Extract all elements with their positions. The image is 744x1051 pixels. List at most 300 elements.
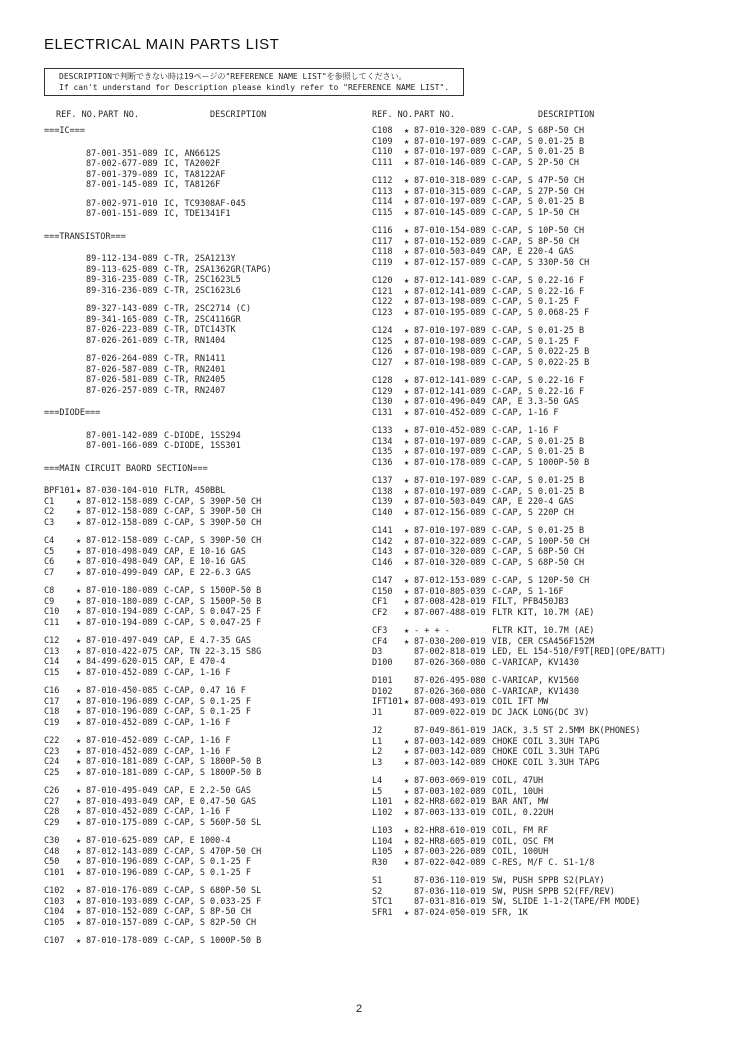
ref-no: C19 <box>44 717 60 728</box>
safety-star-icon: ★ <box>404 807 410 818</box>
description: C-TR, DTC143TK <box>164 325 236 335</box>
safety-star-icon: ★ <box>76 586 82 596</box>
part-number: 87-010-152-089 <box>414 236 486 247</box>
safety-star-icon: ★ <box>404 236 410 247</box>
ref-no: C48 <box>44 846 60 857</box>
ref-no: C125 <box>372 336 393 347</box>
part-number: 87-012-158-089 <box>86 536 158 546</box>
safety-star-icon: ★ <box>404 286 410 297</box>
safety-star-icon: ★ <box>76 817 82 828</box>
parts-row <box>44 836 344 846</box>
description: C-CAP, S 1800P-50 B <box>164 757 262 767</box>
part-number: 87-010-195-089 <box>414 307 486 318</box>
part-number: 87-026-223-089 <box>86 325 158 335</box>
description: C-CAP, S 0.22-16 F <box>492 386 585 397</box>
parts-row <box>44 657 344 667</box>
part-number: 87-010-805-039 <box>414 586 486 597</box>
safety-star-icon: ★ <box>404 636 410 647</box>
section-heading: ===DIODE=== <box>44 408 101 418</box>
description: C-CAP, S 470P-50 CH <box>164 846 262 857</box>
safety-star-icon: ★ <box>404 357 410 368</box>
ref-no: C123 <box>372 307 393 318</box>
part-number: 87-012-156-089 <box>414 507 486 518</box>
parts-row <box>44 886 344 896</box>
part-number: 87-003-102-089 <box>414 786 486 797</box>
ref-no: L5 <box>372 786 383 797</box>
parts-row <box>44 697 344 707</box>
safety-star-icon: ★ <box>76 867 82 878</box>
parts-row <box>372 308 712 318</box>
safety-star-icon: ★ <box>404 536 410 547</box>
parts-row <box>44 286 344 296</box>
part-number: 87-010-198-089 <box>414 357 486 368</box>
parts-row <box>372 376 712 386</box>
safety-star-icon: ★ <box>404 447 410 457</box>
parts-row <box>44 586 344 596</box>
parts-row <box>372 358 712 368</box>
safety-star-icon: ★ <box>404 136 410 147</box>
part-number: 87-010-498-049 <box>86 546 158 557</box>
description: C-CAP, S 0.22-16 F <box>492 376 585 386</box>
safety-star-icon: ★ <box>76 596 82 607</box>
description: CAP, E 220-4 GAS <box>492 247 574 257</box>
description: C-CAP, S 1800P-50 B <box>164 767 262 778</box>
part-number: 87-012-153-089 <box>414 576 486 586</box>
description: CHOKE COIL 3.3UH TAPG <box>492 736 600 747</box>
part-number: 87-010-198-089 <box>414 347 486 357</box>
ref-no: C117 <box>372 236 393 247</box>
parts-row <box>44 170 344 180</box>
description: COIL, OSC FM <box>492 836 554 847</box>
parts-row <box>372 876 712 886</box>
part-number: 87-012-143-089 <box>86 846 158 857</box>
part-number: 87-022-042-089 <box>414 857 486 868</box>
description: JACK, 3.5 ST 2.5MM BK(PHONES) <box>492 726 641 736</box>
parts-row <box>372 326 712 336</box>
parts-row <box>44 618 344 628</box>
description: C-CAP, S 560P-50 SL <box>164 817 262 828</box>
ref-no: C30 <box>44 836 60 846</box>
safety-star-icon: ★ <box>76 807 82 817</box>
description: C-RES, M/F C. S1-1/8 <box>492 857 595 868</box>
part-number: 89-341-165-089 <box>86 314 158 325</box>
part-number: 87-012-141-089 <box>414 376 486 386</box>
ref-no: D102 <box>372 686 393 697</box>
ref-no: L102 <box>372 807 393 818</box>
description: IC, TA8126F <box>164 180 221 190</box>
safety-star-icon: ★ <box>404 826 410 836</box>
parts-row <box>372 297 712 307</box>
part-number: 87-010-452-089 <box>414 426 486 436</box>
part-number: 87-010-495-049 <box>86 786 158 796</box>
ref-no: L105 <box>372 847 393 857</box>
safety-star-icon: ★ <box>404 336 410 347</box>
description: FLTR, 450BBL <box>164 486 226 496</box>
ref-no: C14 <box>44 657 60 667</box>
parts-row <box>44 547 344 557</box>
part-number: 87-003-069-019 <box>414 776 486 786</box>
safety-star-icon: ★ <box>404 526 410 536</box>
part-number: 87-003-142-089 <box>414 736 486 747</box>
part-number: 87-010-180-089 <box>86 586 158 596</box>
description: C-VARICAP, KV1560 <box>492 676 579 686</box>
description: C-CAP, 1-16 F <box>492 407 559 418</box>
part-number: 87-012-141-089 <box>414 276 486 286</box>
ref-no: C10 <box>44 607 60 617</box>
parts-row <box>372 208 712 218</box>
part-number: 89-113-625-089 <box>86 264 158 275</box>
parts-row <box>44 336 344 346</box>
parts-row <box>372 276 712 286</box>
part-number: 87-010-194-089 <box>86 607 158 617</box>
parts-row <box>44 232 344 242</box>
page-number: 2 <box>356 1003 363 1015</box>
parts-row <box>372 908 712 918</box>
ref-no: C137 <box>372 476 393 486</box>
description: C-CAP, S 390P-50 CH <box>164 507 262 517</box>
safety-star-icon: ★ <box>404 147 410 157</box>
parts-row <box>372 476 712 486</box>
description: C-CAP, S 0.1-25 F <box>164 867 251 878</box>
safety-star-icon: ★ <box>76 736 82 746</box>
part-number: 87-010-175-089 <box>86 817 158 828</box>
ref-no: C146 <box>372 557 393 568</box>
description: LED, EL 154-510/F9T[RED](OPE/BATT) <box>492 647 666 657</box>
section-heading: ===TRANSISTOR=== <box>44 231 126 242</box>
part-number: 87-010-320-089 <box>414 126 486 136</box>
ref-no: C135 <box>372 447 393 457</box>
ref-no: C26 <box>44 786 60 796</box>
description: C-CAP, S 27P-50 CH <box>492 186 585 197</box>
ref-no: C122 <box>372 297 393 307</box>
parts-row <box>372 837 712 847</box>
parts-row <box>44 868 344 878</box>
parts-row <box>44 807 344 817</box>
part-number: 87-010-315-089 <box>414 186 486 197</box>
safety-star-icon: ★ <box>404 157 410 168</box>
description: IC, TA8122AF <box>164 169 226 180</box>
safety-star-icon: ★ <box>76 757 82 767</box>
description: C-CAP, S 68P-50 CH <box>492 547 585 557</box>
ref-no: C139 <box>372 497 393 507</box>
parts-row <box>372 787 712 797</box>
part-number: 87-010-320-089 <box>414 547 486 557</box>
right-header-ref: REF. NO. <box>372 110 413 120</box>
parts-row <box>44 304 344 314</box>
parts-row <box>44 486 344 496</box>
description: DC JACK LONG(DC 3V) <box>492 707 590 718</box>
ref-no: C23 <box>44 746 60 757</box>
part-number: 87-010-452-089 <box>414 407 486 418</box>
parts-row <box>44 536 344 546</box>
parts-row <box>372 487 712 497</box>
part-number: 87-010-197-089 <box>414 326 486 336</box>
safety-star-icon: ★ <box>76 936 82 946</box>
description: SFR, 1K <box>492 907 528 918</box>
part-number: 87-010-493-049 <box>86 796 158 807</box>
description: C-CAP, S 0.01-25 B <box>492 326 585 336</box>
ref-no: C6 <box>44 557 55 567</box>
parts-row <box>372 676 712 686</box>
description: CHOKE COIL 3.3UH TAPG <box>492 757 600 768</box>
part-number: 87-002-677-089 <box>86 159 158 169</box>
safety-star-icon: ★ <box>76 636 82 646</box>
safety-star-icon: ★ <box>76 696 82 707</box>
safety-star-icon: ★ <box>76 896 82 907</box>
parts-row <box>44 597 344 607</box>
ref-no: D100 <box>372 657 393 668</box>
part-number: 87-026-360-080 <box>414 657 486 668</box>
part-number: 87-026-360-080 <box>414 686 486 697</box>
safety-star-icon: ★ <box>76 746 82 757</box>
part-number: 87-010-452-089 <box>86 746 158 757</box>
safety-star-icon: ★ <box>404 776 410 786</box>
part-number: 87-024-050-019 <box>414 907 486 918</box>
ref-no: C18 <box>44 707 60 717</box>
ref-no: C118 <box>372 247 393 257</box>
safety-star-icon: ★ <box>404 276 410 286</box>
description: C-CAP, 1-16 F <box>164 736 231 746</box>
parts-row <box>372 797 712 807</box>
ref-no: J1 <box>372 707 383 718</box>
part-number: 87-013-198-089 <box>414 297 486 307</box>
ref-no: C7 <box>44 567 55 578</box>
safety-star-icon: ★ <box>76 836 82 846</box>
parts-row <box>372 426 712 436</box>
description: C-CAP, S 8P-50 CH <box>492 236 579 247</box>
ref-no: C3 <box>44 517 55 528</box>
part-number: 87-010-498-049 <box>86 557 158 567</box>
parts-row <box>372 176 712 186</box>
description: C-TR, 2SA1213Y <box>164 254 236 264</box>
part-number: 87-036-110-019 <box>414 876 486 886</box>
description: C-TR, RN1404 <box>164 335 226 346</box>
ref-no: L3 <box>372 757 383 768</box>
safety-star-icon: ★ <box>76 486 82 496</box>
parts-row <box>372 387 712 397</box>
safety-star-icon: ★ <box>76 907 82 917</box>
section-heading: ===MAIN CIRCUIT BAORD SECTION=== <box>44 463 208 474</box>
safety-star-icon: ★ <box>404 486 410 497</box>
description: COIL, 100UH <box>492 847 549 857</box>
parts-row <box>44 747 344 757</box>
ref-no: C140 <box>372 507 393 518</box>
parts-row <box>372 197 712 207</box>
description: C-CAP, S 0.01-25 B <box>492 476 585 486</box>
parts-row <box>44 797 344 807</box>
part-number: 87-010-318-089 <box>414 176 486 186</box>
safety-star-icon: ★ <box>404 736 410 747</box>
description: C-CAP, S 0.01-25 B <box>492 447 585 457</box>
parts-row <box>372 826 712 836</box>
safety-star-icon: ★ <box>76 557 82 567</box>
part-number: 87-010-196-089 <box>86 857 158 867</box>
parts-row <box>372 708 712 718</box>
description: C-CAP, S 68P-50 CH <box>492 557 585 568</box>
safety-star-icon: ★ <box>404 307 410 318</box>
ref-no: C109 <box>372 136 393 147</box>
left-header-part: PART NO. <box>98 110 139 120</box>
ref-no: C141 <box>372 526 393 536</box>
parts-row <box>372 547 712 557</box>
part-number: 87-010-193-089 <box>86 896 158 907</box>
parts-row <box>372 508 712 518</box>
part-number: 87-049-861-019 <box>414 726 486 736</box>
safety-star-icon: ★ <box>76 617 82 628</box>
part-number: 87-003-142-089 <box>414 747 486 757</box>
ref-no: SFR1 <box>372 907 393 918</box>
left-header-ref: REF. NO. <box>56 110 97 120</box>
safety-star-icon: ★ <box>404 547 410 557</box>
parts-row <box>44 441 344 451</box>
ref-no: C120 <box>372 276 393 286</box>
ref-no: CF1 <box>372 597 388 607</box>
description: C-CAP, S 0.047-25 F <box>164 617 262 628</box>
part-number: 87-010-197-089 <box>414 197 486 207</box>
reference-notice-box <box>44 68 464 96</box>
part-number: 87-012-157-089 <box>414 257 486 268</box>
ref-no: C104 <box>44 907 65 917</box>
part-number: 87-008-493-019 <box>414 697 486 707</box>
parts-row <box>44 568 344 578</box>
safety-star-icon: ★ <box>404 797 410 807</box>
description: C-VARICAP, KV1430 <box>492 686 579 697</box>
description: C-TR, 2SC1623L6 <box>164 285 241 296</box>
parts-row <box>372 626 712 636</box>
right-header-part: PART NO. <box>414 110 455 120</box>
parts-row <box>44 918 344 928</box>
part-number: 87-010-452-089 <box>86 717 158 728</box>
parts-row <box>372 597 712 607</box>
ref-no: C112 <box>372 176 393 186</box>
ref-no: C24 <box>44 757 60 767</box>
description: CAP, E 10-16 GAS <box>164 546 246 557</box>
part-number: 87-001-145-089 <box>86 180 158 190</box>
part-number: 87-010-181-089 <box>86 767 158 778</box>
part-number: 87-010-152-089 <box>86 907 158 917</box>
part-number: 89-316-236-089 <box>86 285 158 296</box>
parts-row <box>44 265 344 275</box>
ref-no: L1 <box>372 736 383 747</box>
description: C-CAP, S 10P-50 CH <box>492 226 585 236</box>
description: C-CAP, S 82P-50 CH <box>164 917 257 928</box>
parts-row <box>372 347 712 357</box>
description: C-CAP, S 1500P-50 B <box>164 586 262 596</box>
part-number: 87-003-142-089 <box>414 757 486 768</box>
safety-star-icon: ★ <box>76 646 82 657</box>
part-number: 87-010-181-089 <box>86 757 158 767</box>
safety-star-icon: ★ <box>404 426 410 436</box>
ref-no: C8 <box>44 586 55 596</box>
part-number: 87-026-264-089 <box>86 354 158 364</box>
parts-row <box>372 247 712 257</box>
part-number: 87-026-495-080 <box>414 676 486 686</box>
ref-no: C113 <box>372 186 393 197</box>
parts-row <box>372 647 712 657</box>
part-number: 82-HR8-602-019 <box>414 797 486 807</box>
description: VIB, CER CSA456F152M <box>492 636 595 647</box>
description: C-CAP, S 1500P-50 B <box>164 596 262 607</box>
safety-star-icon: ★ <box>76 546 82 557</box>
part-number: 87-031-816-019 <box>414 897 486 907</box>
parts-row <box>44 707 344 717</box>
parts-row <box>44 209 344 219</box>
parts-row <box>44 126 344 136</box>
ref-no: C12 <box>44 636 60 646</box>
description: C-TR, 2SC4116GR <box>164 314 241 325</box>
description: CAP, E 220-4 GAS <box>492 497 574 507</box>
description: CAP, E 2.2-50 GAS <box>164 786 251 796</box>
safety-star-icon: ★ <box>404 197 410 207</box>
parts-row <box>372 697 712 707</box>
description: C-CAP, S 8P-50 CH <box>164 907 251 917</box>
part-number: 87-009-022-019 <box>414 707 486 718</box>
parts-row <box>44 907 344 917</box>
safety-star-icon: ★ <box>76 686 82 696</box>
part-number: 87-010-322-089 <box>414 536 486 547</box>
parts-row <box>44 607 344 617</box>
part-number: 87-010-499-049 <box>86 567 158 578</box>
part-number: 87-030-104-010 <box>86 486 158 496</box>
parts-row <box>372 187 712 197</box>
description: COIL IFT MW <box>492 697 549 707</box>
part-number: 87-010-145-089 <box>414 207 486 218</box>
safety-star-icon: ★ <box>76 846 82 857</box>
description: CHOKE COIL 3.3UH TAPG <box>492 747 600 757</box>
section-heading: ===IC=== <box>44 126 85 136</box>
description: C-CAP, S 0.22-16 F <box>492 286 585 297</box>
parts-row <box>44 897 344 907</box>
description: C-CAP, 1-16 F <box>492 426 559 436</box>
ref-no: IFT101 <box>372 697 403 707</box>
part-number: 82-HR8-605-019 <box>414 836 486 847</box>
parts-row <box>372 747 712 757</box>
parts-row <box>372 737 712 747</box>
safety-star-icon: ★ <box>76 786 82 796</box>
parts-row <box>372 608 712 618</box>
description: C-CAP, S 1-16F <box>492 586 564 597</box>
safety-star-icon: ★ <box>404 907 410 918</box>
description: C-CAP, S 0.047-25 F <box>164 607 262 617</box>
description: C-CAP, S 0.01-25 B <box>492 136 585 147</box>
ref-no: C127 <box>372 357 393 368</box>
safety-star-icon: ★ <box>404 457 410 468</box>
parts-row <box>44 636 344 646</box>
part-number: 87-010-178-089 <box>86 936 158 946</box>
parts-row <box>44 668 344 678</box>
part-number: 87-010-197-089 <box>414 447 486 457</box>
ref-no: C142 <box>372 536 393 547</box>
description: C-CAP, 1-16 F <box>164 746 231 757</box>
description: C-TR, 2SC2714 (C) <box>164 304 251 314</box>
safety-star-icon: ★ <box>76 657 82 667</box>
safety-star-icon: ★ <box>76 857 82 867</box>
description: C-CAP, S 0.022-25 B <box>492 357 590 368</box>
safety-star-icon: ★ <box>76 507 82 517</box>
safety-star-icon: ★ <box>76 917 82 928</box>
safety-star-icon: ★ <box>404 586 410 597</box>
description: IC, TC9308AF-045 <box>164 198 246 209</box>
ref-no: L101 <box>372 797 393 807</box>
safety-star-icon: ★ <box>404 326 410 336</box>
description: C-CAP, S 0.068-25 F <box>492 307 590 318</box>
ref-no: C103 <box>44 896 65 907</box>
ref-no: L2 <box>372 747 383 757</box>
safety-star-icon: ★ <box>76 796 82 807</box>
part-number: 87-010-198-089 <box>414 336 486 347</box>
parts-row <box>372 808 712 818</box>
parts-row <box>372 258 712 268</box>
